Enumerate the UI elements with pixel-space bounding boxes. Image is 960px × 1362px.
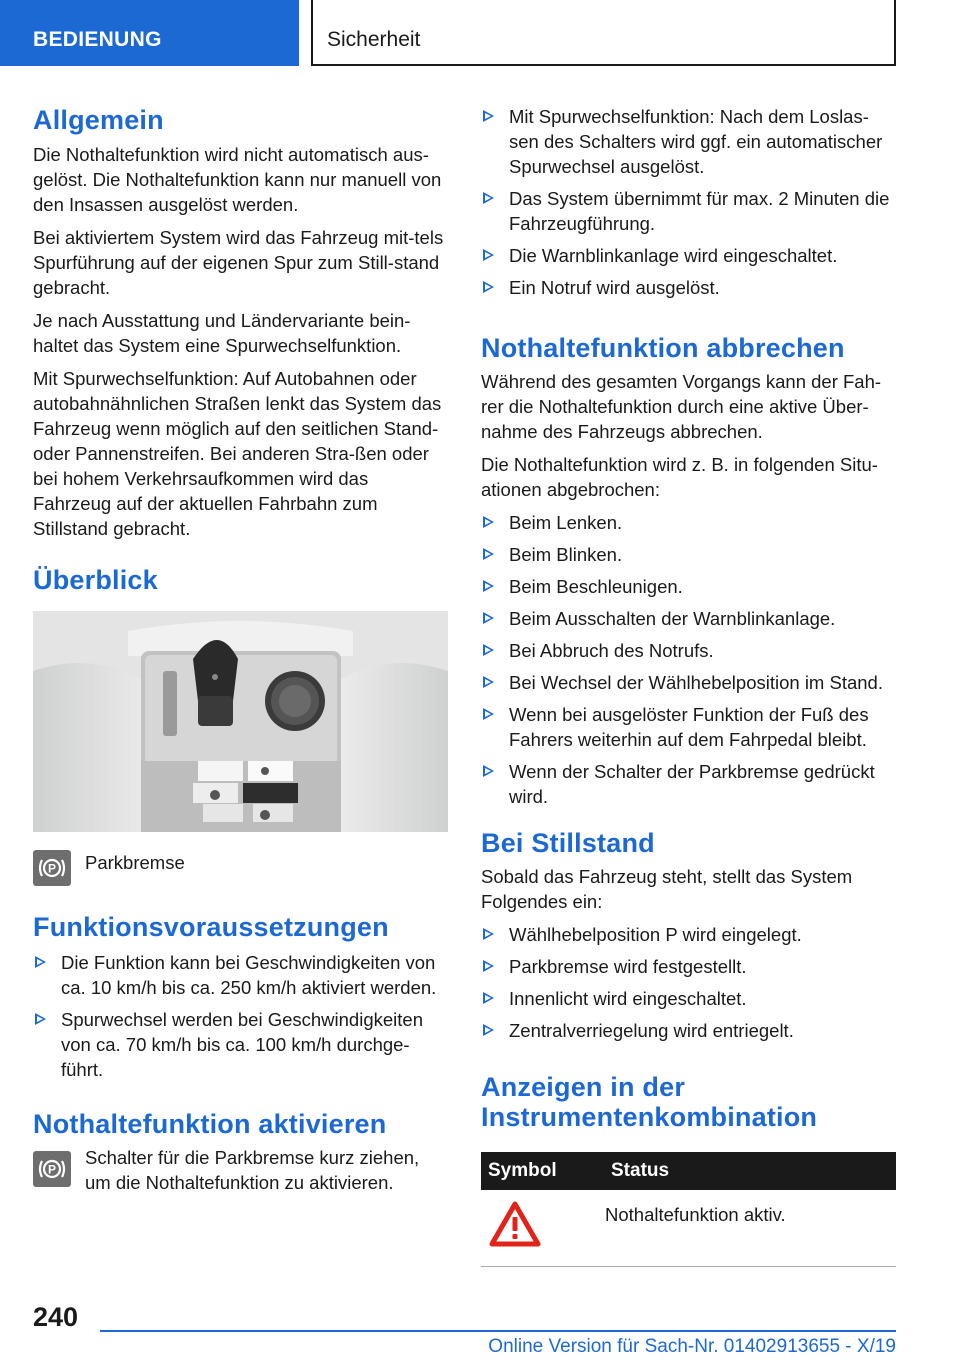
column-header-status: Status xyxy=(605,1152,896,1190)
list-item: Beim Lenken. xyxy=(481,510,896,535)
heading-bei-stillstand: Bei Stillstand xyxy=(481,828,655,858)
list-item: Die Warnblinkanlage wird eingeschaltet. xyxy=(481,243,896,268)
list-item: Die Funktion kann bei Geschwindigkeiten von ca. 10 km/h bis ca. 250 km/h aktiviert werden. xyxy=(33,950,448,1000)
paragraph: Mit Spurwechselfunktion: Auf Autobahnen oder autobahnähnlichen Straßen lenkt das System das Fahrzeug wenn möglich auf den seitlichen Stand- oder Pannenstreifen. Bei anderen Stra-ßen oder bei hohem Verkehrsaufkommen wird das Fahrzeug auf der aktuellen Fahrbahn zum Stillstand gebracht. xyxy=(33,368,442,539)
bullet-triangle-icon xyxy=(483,110,494,122)
bullet-triangle-icon xyxy=(483,580,494,592)
bullet-triangle-icon xyxy=(483,992,494,1004)
bullet-triangle-icon xyxy=(483,765,494,777)
heading-funktionsvoraussetzungen: Funktionsvoraussetzungen xyxy=(33,912,389,942)
list-item: Innenlicht wird eingeschaltet. xyxy=(481,986,896,1011)
paragraph: Während des gesamten Vorgangs kann der Fah-rer die Nothaltefunktion durch eine aktive Über-nahme des Fahrzeugs abbrechen. xyxy=(481,371,882,442)
parking-brake-icon xyxy=(33,1151,71,1187)
paragraph: Die Nothaltefunktion wird nicht automatisch aus-gelöst. Die Nothaltefunktion kann nur manuell von den Insassen ausgelöst werden. xyxy=(33,144,442,215)
bullet-triangle-icon xyxy=(483,249,494,261)
aktivieren-text: Schalter für die Parkbremse kurz ziehen, um die Nothaltefunktion zu aktivieren. xyxy=(85,1147,420,1193)
symbol-status-table xyxy=(481,1152,896,1267)
section-tab: BEDIENUNG xyxy=(0,0,299,66)
svg-text:P: P xyxy=(47,861,57,876)
list-item: Das System übernimmt für max. 2 Minuten die Fahrzeugführung. xyxy=(481,186,896,236)
left-column xyxy=(33,100,448,1195)
list-item: Parkbremse wird festgestellt. xyxy=(481,954,896,979)
paragraph: Bei aktiviertem System wird das Fahrzeug mit-tels Spurführung auf der eigenen Spur zum Still-stand gebracht. xyxy=(33,227,444,298)
heading-nothaltefunktion-abbrechen: Nothaltefunktion abbrechen xyxy=(481,333,845,363)
footer-divider xyxy=(100,1330,896,1332)
page-number: 240 xyxy=(33,1302,79,1332)
list-item: Beim Blinken. xyxy=(481,542,896,567)
list-item: Wenn bei ausgelöster Funktion der Fuß des Fahrers weiterhin auf dem Fahrpedal bleibt. xyxy=(481,702,896,752)
bullet-triangle-icon xyxy=(483,676,494,688)
bullet-triangle-icon xyxy=(483,1024,494,1036)
right-column xyxy=(481,104,896,1267)
list-item: Bei Wechsel der Wählhebelposition im Stand. xyxy=(481,670,896,695)
bullet-triangle-icon xyxy=(483,960,494,972)
parkbremse-label: Parkbremse xyxy=(85,852,185,873)
bullet-triangle-icon xyxy=(35,956,46,968)
list-item: Wenn der Schalter der Parkbremse gedrückt wird. xyxy=(481,759,896,809)
paragraph: Die Nothaltefunktion wird z. B. in folgenden Situ-ationen abgebrochen: xyxy=(481,454,878,500)
bullet-triangle-icon xyxy=(483,548,494,560)
bullet-triangle-icon xyxy=(35,1013,46,1025)
list-item: Beim Ausschalten der Warnblinkanlage. xyxy=(481,606,896,631)
list-item: Spurwechsel werden bei Geschwindigkeiten von ca. 70 km/h bis ca. 100 km/h durchge-führt. xyxy=(33,1007,448,1082)
table-header-row xyxy=(481,1152,896,1190)
table-row xyxy=(481,1190,896,1266)
heading-allgemein: Allgemein xyxy=(33,105,164,135)
bullet-triangle-icon xyxy=(483,928,494,940)
aktivieren-instruction xyxy=(33,1145,448,1195)
bullet-triangle-icon xyxy=(483,708,494,720)
status-cell: Nothaltefunktion aktiv. xyxy=(605,1190,896,1266)
list-item: Bei Abbruch des Notrufs. xyxy=(481,638,896,663)
abort-conditions-list xyxy=(481,510,896,809)
standstill-list xyxy=(481,922,896,1043)
heading-anzeigen: Anzeigen in der Instrumentenkombination xyxy=(481,1072,818,1132)
bullet-triangle-icon xyxy=(483,644,494,656)
list-item: Zentralverriegelung wird entriegelt. xyxy=(481,1018,896,1043)
heading-nothaltefunktion-aktivieren: Nothaltefunktion aktivieren xyxy=(33,1109,387,1139)
requirements-list xyxy=(33,950,448,1082)
chapter-title: Sicherheit xyxy=(311,0,896,66)
paragraph: Je nach Ausstattung und Ländervariante bein-haltet das System eine Spurwechselfunktion. xyxy=(33,310,411,356)
warning-triangle-icon xyxy=(489,1200,541,1248)
parkbremse-legend xyxy=(33,850,448,890)
column-header-symbol: Symbol xyxy=(481,1152,605,1190)
center-console-figure xyxy=(33,611,448,832)
bullet-triangle-icon xyxy=(483,612,494,624)
symbol-cell xyxy=(481,1190,605,1266)
list-item: Mit Spurwechselfunktion: Nach dem Loslas-sen des Schalters wird ggf. ein automatischer Spurwechsel ausgelöst. xyxy=(481,104,896,179)
heading-ueberblick: Überblick xyxy=(33,565,158,595)
footer-online-version: Online Version für Sach-Nr. 01402913655 - X/19 xyxy=(488,1336,896,1357)
bullet-triangle-icon xyxy=(483,516,494,528)
bullet-triangle-icon xyxy=(483,281,494,293)
bullet-triangle-icon xyxy=(483,192,494,204)
svg-text:P: P xyxy=(47,1162,57,1177)
list-item: Wählhebelposition P wird eingelegt. xyxy=(481,922,896,947)
continued-list xyxy=(481,104,896,300)
paragraph: Sobald das Fahrzeug steht, stellt das System Folgendes ein: xyxy=(481,866,853,912)
parking-brake-icon xyxy=(33,850,71,886)
list-item: Beim Beschleunigen. xyxy=(481,574,896,599)
list-item: Ein Notruf wird ausgelöst. xyxy=(481,275,896,300)
center-console-illustration xyxy=(33,611,448,832)
